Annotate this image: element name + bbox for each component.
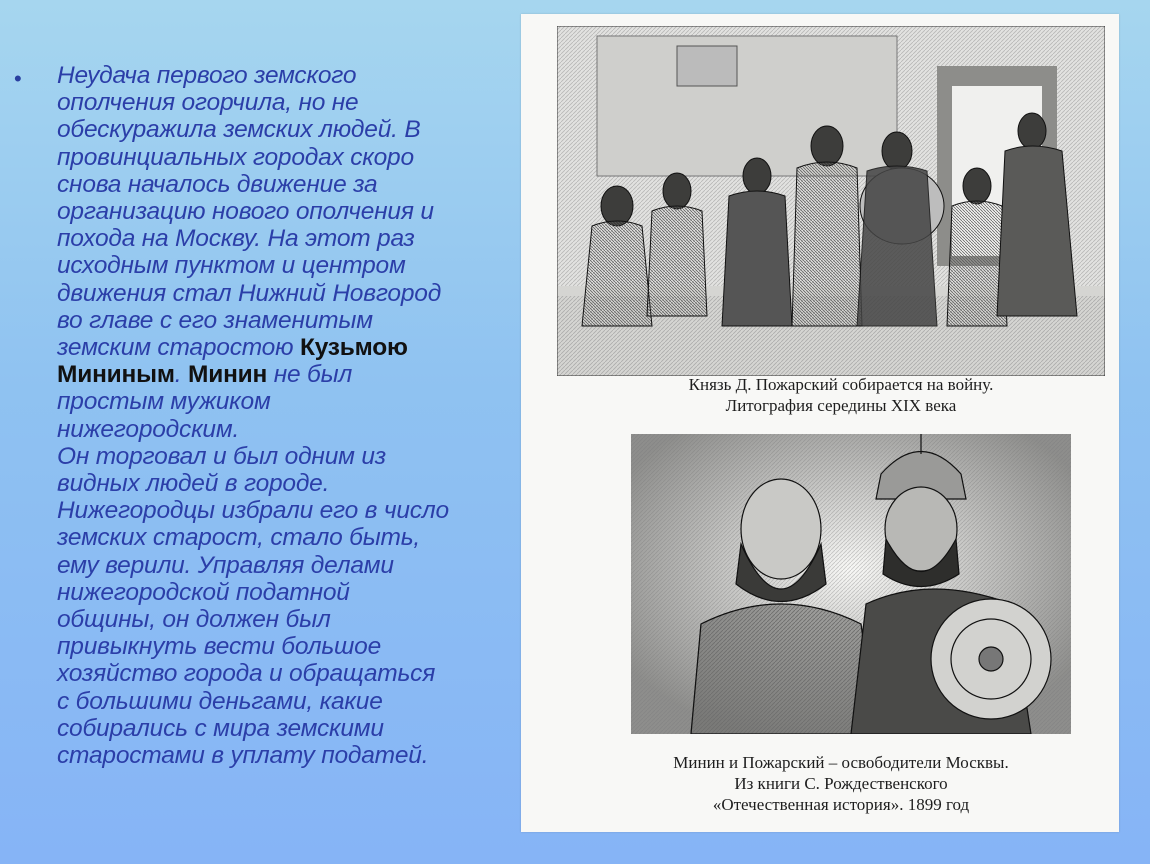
text-line: простым мужиком [57,388,271,416]
text-fragment: . [174,361,188,389]
caption-top-line: Литография середины XIX века [725,396,957,415]
minin-pozharsky-engraving-image [631,434,1071,734]
text-line: снова началось движение за [57,170,378,198]
text-line: с большими деньгами, какие [57,687,383,715]
bullet-marker: • [14,66,22,91]
text-line: организацию нового ополчения и [57,198,434,226]
text-line: обескуражила земских людей. В [57,116,421,144]
text-line: нижегородской податной [57,578,350,606]
name-kuzma: Кузьмою [299,334,408,362]
text-line: похода на Москву. На этот раз [57,225,415,253]
text-line: старостами в уплату податей. [57,742,429,770]
text-line: привыкнуть вести большое [57,633,382,661]
text-line: ополчения огорчила, но не [57,89,359,117]
text-line: движения стал Нижний Новгород [57,279,442,307]
text-line: во главе с его знаменитым [57,306,373,334]
name-minin: Минин [188,361,268,389]
main-text [57,62,532,769]
textbook-page-image [521,14,1119,832]
text-line [57,334,532,361]
text-line: общины, он должен был [57,606,331,634]
text-line: собирались с мира земскими [57,714,384,742]
text-line: видных людей в городе. [57,470,330,498]
text-line: Нижегородцы избрали его в число [57,497,449,525]
caption-bottom-line: Минин и Пожарский – освободители Москвы. [673,753,1009,772]
text-line: Он торговал и был одним из [57,442,386,470]
text-line: ему верили. Управляя делами [57,551,394,579]
text-fragment: не был [267,361,353,389]
caption-bottom-line: «Отечественная история». 1899 год [712,795,970,814]
name-mininym: Мининым [57,361,175,389]
text-line: исходным пунктом и центром [57,252,406,280]
text-line: земских старост, стало быть, [57,524,421,552]
caption-top-line: Князь Д. Пожарский собирается на войну. [688,375,994,394]
caption-bottom-line: Из книги С. Рождественского [734,774,948,793]
lithograph-pozharsky-image [557,26,1105,376]
caption-top [601,374,1081,416]
text-line: нижегородским. [57,415,240,443]
text-line: Неудача первого земского [57,62,357,89]
caption-bottom [581,752,1101,815]
text-line: провинциальных городах скоро [57,143,414,171]
text-line: хозяйство города и обращаться [57,660,436,688]
text-line [57,361,532,388]
text-fragment: земским старостою [57,334,300,362]
